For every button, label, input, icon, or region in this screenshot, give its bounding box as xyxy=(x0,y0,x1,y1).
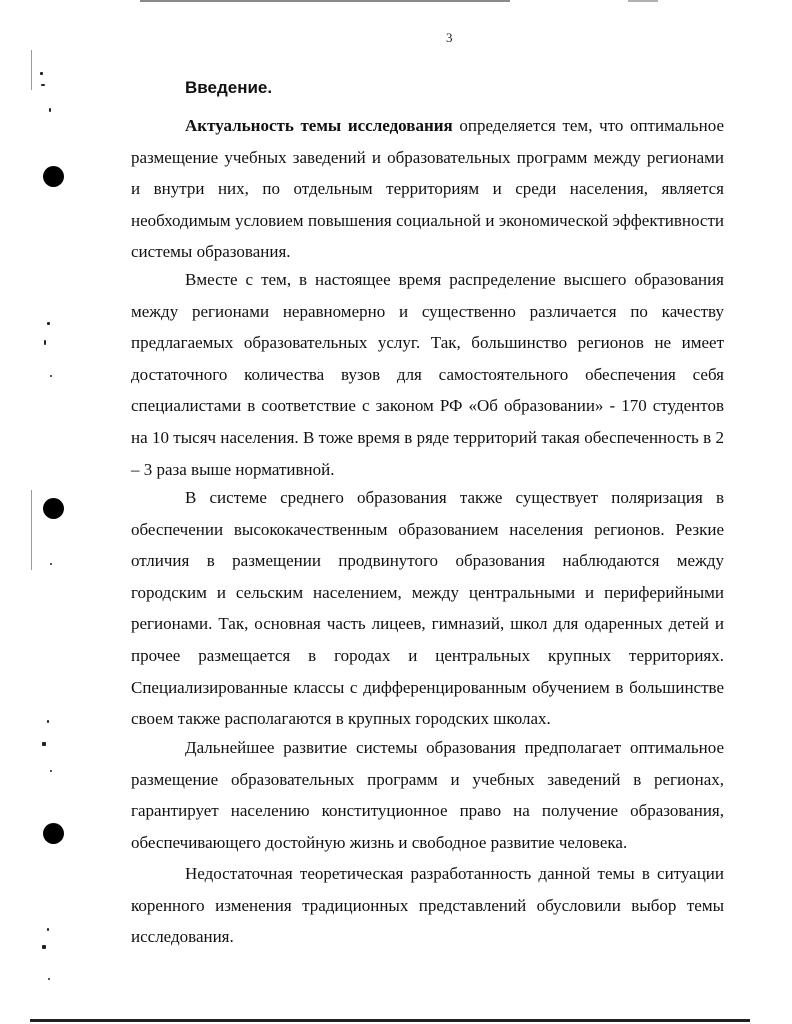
scan-edge-top-right xyxy=(628,0,658,2)
scan-edge-bottom xyxy=(30,1019,750,1022)
scan-edge-top xyxy=(140,0,510,2)
binder-hole-2 xyxy=(43,498,64,519)
scan-speck xyxy=(49,108,51,112)
paragraph-higher-education: Вместе с тем, в настоящее время распределение высшего образования между регионами неравномерно и существенно различается по качеству предлагаемых образовательных услуг. Так, большинство регионов не имеет достаточного количества вузов для самостоятельного обеспечения себя специалистами в соответствие с законом РФ «Об образовании» - 170 студентов на 10 тысяч населения. В тоже время в ряде территорий такая обеспеченность в 2 – 3 раза выше нормативной. xyxy=(131,270,724,479)
scan-speck xyxy=(40,72,43,75)
binder-hole-1 xyxy=(43,166,64,187)
scan-speck xyxy=(47,928,49,931)
binder-hole-3 xyxy=(43,823,64,844)
scan-speck xyxy=(47,720,49,723)
relevance-body: определяется тем, что оптимальное размещение учебных заведений и образовательных программ между регионами и внутри них, по отдельным территориям и среди населения, является необходимым условием повышения социальной и экономической эффективности системы образования. xyxy=(131,116,725,262)
paragraph-research-choice: Недостаточная теоретическая разработанность данной темы в ситуации коренного изменения традиционных представлений обусловили выбор темы исследования. xyxy=(131,864,724,947)
scan-speck xyxy=(48,978,50,980)
scan-speck xyxy=(44,340,46,345)
scan-edge-left-1 xyxy=(31,50,32,90)
scan-speck xyxy=(50,375,52,377)
page-number: 3 xyxy=(446,30,453,45)
scan-speck xyxy=(50,770,52,772)
paragraph-secondary-education: В системе среднего образования также существует поляризация в обеспечении высококачественным образованием населения регионов. Резкие отличия в размещении продвинутого образования наблюдаются между городским и сельским населением, между центральными и периферийными регионами. Так, основная часть лицеев, гимназий, школ для одаренных детей и прочее размещается в городах и центральных крупных территориях. Специализированные классы с дифференцированным обучением в большинстве своем также располагаются в крупных городских школах. xyxy=(131,488,724,729)
scan-edge-left-2 xyxy=(31,490,32,570)
relevance-lead-in: Актуальность темы исследования xyxy=(185,116,453,135)
paragraph-relevance xyxy=(131,110,724,268)
scan-speck xyxy=(41,84,45,86)
scan-speck xyxy=(47,322,50,325)
paragraph-development: Дальнейшее развитие системы образования предполагает оптимальное размещение образовательных программ и учебных заведений в регионах, гарантирует населению конституционное право на получение образования, обеспечивающего достойную жизнь и свободное развитие человека. xyxy=(131,738,724,852)
scan-speck xyxy=(42,742,46,746)
section-heading: Введение. xyxy=(185,78,273,97)
scan-speck xyxy=(50,563,52,565)
scan-speck xyxy=(42,945,46,949)
